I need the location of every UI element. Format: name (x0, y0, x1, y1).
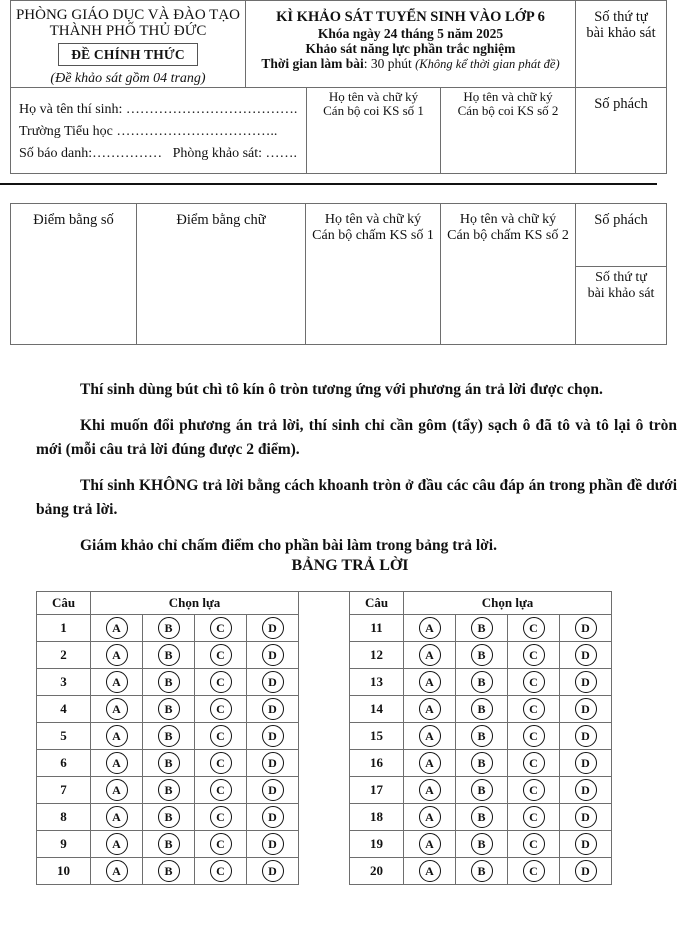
score-words-label: Điểm bằng chữ (176, 212, 266, 228)
serial-label-line2: bài khảo sát (586, 25, 656, 41)
proctor-1-signature-cell[interactable] (306, 87, 441, 174)
answer-bubble-b[interactable]: B (158, 860, 180, 882)
option-cell (560, 723, 612, 750)
grader-1-label-line1: Họ tên và chữ ký (324, 212, 422, 227)
option-cell (404, 777, 456, 804)
option-cell (404, 723, 456, 750)
option-cell (195, 615, 247, 642)
question-number: 13 (350, 669, 404, 696)
answer-bubble-b[interactable]: B (471, 833, 493, 855)
instruction-3: Thí sinh KHÔNG trả lời bằng cách khoanh tròn ở đầu các câu đáp án trong phần đề dưới bảng trả lời. (36, 477, 677, 518)
option-cell (456, 696, 508, 723)
answer-bubble-a[interactable]: A (106, 644, 128, 666)
proctor-2-label-line1: Họ tên và chữ ký (463, 89, 553, 104)
answer-bubble-a[interactable]: A (106, 698, 128, 720)
instruction-1: Thí sinh dùng bút chì tô kín ô tròn tương ứng với phương án trả lời được chọn. (80, 381, 603, 398)
score-serial-label-line1: Số thứ tự (595, 270, 647, 285)
answer-bubble-c[interactable]: C (523, 698, 545, 720)
answer-bubble-b[interactable]: B (158, 617, 180, 639)
option-cell (560, 804, 612, 831)
score-serial-cell[interactable] (575, 266, 667, 345)
question-number: 17 (350, 777, 404, 804)
question-number: 20 (350, 858, 404, 885)
score-phach-label: Số phách (594, 212, 648, 228)
answer-bubble-c[interactable]: C (210, 752, 232, 774)
option-cell (560, 777, 612, 804)
answer-bubble-b[interactable]: B (158, 725, 180, 747)
candidate-name-field[interactable]: Họ và tên thí sinh: ………………………………. (19, 102, 298, 117)
option-cell (143, 642, 195, 669)
question-number: 10 (37, 858, 91, 885)
header-phach-cell[interactable] (575, 87, 667, 174)
exam-duration (246, 56, 575, 72)
question-number: 11 (350, 615, 404, 642)
exam-room-field[interactable]: Phòng khảo sát: ……. (172, 146, 298, 161)
question-number: 15 (350, 723, 404, 750)
answer-bubble-b[interactable]: B (471, 806, 493, 828)
option-cell (247, 669, 299, 696)
org-name-line1: PHÒNG GIÁO DỤC VÀ ĐÀO TẠO (15, 7, 241, 23)
option-cell (560, 858, 612, 885)
option-cell (456, 777, 508, 804)
phach-label: Số phách (594, 96, 648, 112)
answer-bubble-b[interactable]: B (158, 833, 180, 855)
answer-bubble-d[interactable]: D (575, 806, 597, 828)
option-cell (404, 804, 456, 831)
id-room-row (11, 143, 306, 165)
answer-bubble-c[interactable]: C (523, 752, 545, 774)
answer-bubble-d[interactable]: D (575, 860, 597, 882)
question-number: 9 (37, 831, 91, 858)
answer-bubble-c[interactable]: C (210, 644, 232, 666)
option-cell (456, 858, 508, 885)
answer-bubble-a[interactable]: A (106, 725, 128, 747)
answer-table (36, 591, 612, 885)
answer-bubble-b[interactable]: B (471, 860, 493, 882)
question-number: 19 (350, 831, 404, 858)
option-cell (456, 831, 508, 858)
answer-bubble-c[interactable]: C (523, 644, 545, 666)
option-cell (456, 750, 508, 777)
pages-note: (Đề khảo sát gồm 04 trang) (50, 71, 206, 86)
instruction-2: Khi muốn đổi phương án trả lời, thí sinh chỉ cần gôm (tẩy) sạch ô đã tô và tô lại ô tròn mới (mỗi câu trả lời đúng được 2 điểm). (36, 417, 677, 458)
instruction-4: Giám khảo chỉ chấm điểm cho phần bài làm trong bảng trả lời. (80, 537, 497, 554)
answer-bubble-b[interactable]: B (158, 806, 180, 828)
answer-bubble-d[interactable]: D (262, 833, 284, 855)
answer-bubble-d[interactable]: D (262, 644, 284, 666)
question-number: 7 (37, 777, 91, 804)
exam-date: Khóa ngày 24 tháng 5 năm 2025 (317, 26, 504, 41)
question-number: 4 (37, 696, 91, 723)
option-cell (508, 804, 560, 831)
option-cell (247, 696, 299, 723)
answer-bubble-a[interactable]: A (419, 617, 441, 639)
option-cell (195, 858, 247, 885)
option-cell (560, 831, 612, 858)
option-cell (404, 750, 456, 777)
option-cell (508, 831, 560, 858)
proctor-2-label-line2: Cán bộ coi KS số 2 (457, 103, 559, 118)
cut-line-separator (0, 183, 657, 185)
option-cell (91, 723, 143, 750)
option-cell (195, 696, 247, 723)
option-cell (247, 723, 299, 750)
answer-bubble-a[interactable]: A (106, 833, 128, 855)
proctor-2-signature-cell[interactable] (440, 87, 576, 174)
organization-cell (10, 0, 246, 88)
grader-1-signature-cell[interactable] (305, 203, 441, 345)
option-cell (560, 696, 612, 723)
question-number: 8 (37, 804, 91, 831)
answer-bubble-d[interactable]: D (262, 617, 284, 639)
option-cell (91, 642, 143, 669)
answer-bubble-b[interactable]: B (471, 698, 493, 720)
answer-bubble-c[interactable]: C (210, 671, 232, 693)
answer-bubble-a[interactable]: A (419, 806, 441, 828)
question-number: 1 (37, 615, 91, 642)
option-cell (404, 858, 456, 885)
option-cell (91, 615, 143, 642)
option-cell (247, 858, 299, 885)
option-cell (195, 750, 247, 777)
option-cell (456, 669, 508, 696)
grader-2-label-line2: Cán bộ chấm KS số 2 (447, 228, 569, 243)
option-cell (195, 777, 247, 804)
option-cell (91, 777, 143, 804)
gap-column (299, 592, 350, 885)
grader-2-signature-cell[interactable] (440, 203, 576, 345)
score-phach-cell[interactable] (575, 203, 667, 267)
answer-bubble-c[interactable]: C (210, 779, 232, 801)
option-cell (195, 831, 247, 858)
option-cell (143, 831, 195, 858)
answer-bubble-a[interactable]: A (419, 860, 441, 882)
option-cell (404, 696, 456, 723)
question-number: 5 (37, 723, 91, 750)
time-label: Thời gian làm bài (261, 56, 364, 71)
proctor-1-label-line1: Họ tên và chữ ký (328, 89, 419, 104)
answer-bubble-c[interactable]: C (523, 860, 545, 882)
option-cell (560, 750, 612, 777)
question-number: 18 (350, 804, 404, 831)
option-cell (508, 669, 560, 696)
option-cell (508, 723, 560, 750)
option-cell (143, 804, 195, 831)
option-cell (456, 615, 508, 642)
answer-bubble-c[interactable]: C (210, 833, 232, 855)
answer-bubble-a[interactable]: A (419, 671, 441, 693)
answer-bubble-a[interactable]: A (106, 617, 128, 639)
answer-bubble-d[interactable]: D (262, 725, 284, 747)
answer-bubble-b[interactable]: B (471, 671, 493, 693)
option-cell (91, 750, 143, 777)
question-number: 2 (37, 642, 91, 669)
option-cell (508, 750, 560, 777)
option-cell (91, 858, 143, 885)
grader-1-label-line2: Cán bộ chấm KS số 1 (312, 228, 434, 243)
answer-bubble-c[interactable]: C (210, 725, 232, 747)
answer-bubble-b[interactable]: B (158, 644, 180, 666)
answer-bubble-c[interactable]: C (523, 833, 545, 855)
option-cell (143, 696, 195, 723)
official-exam-badge: ĐỀ CHÍNH THỨC (58, 43, 198, 66)
option-cell (247, 750, 299, 777)
option-cell (247, 642, 299, 669)
exam-info-cell (245, 0, 576, 88)
answer-bubble-a[interactable]: A (106, 806, 128, 828)
exam-subject: Khảo sát năng lực phần trắc nghiệm (305, 41, 516, 56)
option-cell (91, 669, 143, 696)
option-cell (143, 777, 195, 804)
option-cell (247, 615, 299, 642)
answer-bubble-c[interactable]: C (523, 779, 545, 801)
answer-bubble-d[interactable]: D (262, 671, 284, 693)
answer-bubble-d[interactable]: D (575, 698, 597, 720)
answer-bubble-a[interactable]: A (106, 752, 128, 774)
answer-bubble-d[interactable]: D (262, 698, 284, 720)
time-note: (Không kể thời gian phát đề) (415, 57, 560, 71)
answer-bubble-c[interactable]: C (210, 806, 232, 828)
proctor-1-label-line2: Cán bộ coi KS số 1 (323, 103, 424, 118)
answer-bubble-d[interactable]: D (262, 752, 284, 774)
answer-bubble-b[interactable]: B (471, 752, 493, 774)
answer-bubble-a[interactable]: A (106, 860, 128, 882)
answer-bubble-d[interactable]: D (575, 644, 597, 666)
col-choices-left: Chọn lựa (91, 592, 299, 615)
school-field[interactable]: Trường Tiểu học …………………………….. (19, 124, 278, 139)
option-cell (508, 696, 560, 723)
answer-bubble-c[interactable]: C (523, 725, 545, 747)
option-cell (404, 831, 456, 858)
score-serial-label-line2: bài khảo sát (587, 286, 655, 301)
option-cell (91, 831, 143, 858)
option-cell (91, 696, 143, 723)
answer-bubble-a[interactable]: A (419, 725, 441, 747)
question-number: 12 (350, 642, 404, 669)
answer-bubble-d[interactable]: D (575, 833, 597, 855)
option-cell (508, 777, 560, 804)
instructions (36, 378, 677, 570)
answer-bubble-c[interactable]: C (210, 698, 232, 720)
option-cell (404, 615, 456, 642)
answer-bubble-b[interactable]: B (471, 644, 493, 666)
question-number: 6 (37, 750, 91, 777)
question-number: 14 (350, 696, 404, 723)
answer-bubble-a[interactable]: A (419, 752, 441, 774)
option-cell (456, 723, 508, 750)
answer-bubble-d[interactable]: D (575, 725, 597, 747)
score-number-label: Điểm bằng số (33, 212, 114, 228)
option-cell (143, 615, 195, 642)
survey-serial-cell[interactable] (575, 0, 667, 88)
answer-bubble-b[interactable]: B (158, 671, 180, 693)
option-cell (195, 804, 247, 831)
option-cell (508, 642, 560, 669)
option-cell (195, 669, 247, 696)
serial-label-line1: Số thứ tự (594, 9, 648, 25)
score-number-cell[interactable] (10, 203, 137, 345)
option-cell (560, 615, 612, 642)
option-cell (508, 858, 560, 885)
option-cell (560, 669, 612, 696)
option-cell (247, 777, 299, 804)
option-cell (143, 723, 195, 750)
answer-sheet-title: BẢNG TRẢ LỜI (291, 557, 409, 574)
answer-table-header (37, 592, 612, 615)
option-cell (404, 642, 456, 669)
answer-bubble-a[interactable]: A (419, 698, 441, 720)
exam-title: KÌ KHẢO SÁT TUYỂN SINH VÀO LỚP 6 (276, 9, 545, 25)
option-cell (560, 642, 612, 669)
answer-bubble-d[interactable]: D (575, 779, 597, 801)
question-number: 16 (350, 750, 404, 777)
answer-bubble-c[interactable]: C (523, 806, 545, 828)
option-cell (456, 642, 508, 669)
answer-bubble-d[interactable]: D (575, 752, 597, 774)
answer-bubble-b[interactable]: B (158, 779, 180, 801)
option-cell (247, 804, 299, 831)
answer-bubble-b[interactable]: B (158, 752, 180, 774)
option-cell (195, 642, 247, 669)
org-name-line2: THÀNH PHỐ THỦ ĐỨC (49, 23, 207, 39)
option-cell (456, 804, 508, 831)
answer-bubble-b[interactable]: B (471, 617, 493, 639)
grader-2-label-line1: Họ tên và chữ ký (459, 212, 557, 227)
answer-bubble-c[interactable]: C (523, 671, 545, 693)
candidate-info-cell (10, 87, 307, 174)
answer-bubble-d[interactable]: D (262, 860, 284, 882)
option-cell (143, 858, 195, 885)
col-question-left: Câu (37, 592, 91, 615)
option-cell (508, 615, 560, 642)
time-value: : 30 phút (363, 56, 416, 71)
candidate-number-field[interactable]: Số báo danh:…………… (19, 146, 163, 161)
col-question-right: Câu (350, 592, 404, 615)
answer-bubble-c[interactable]: C (210, 860, 232, 882)
answer-bubble-d[interactable]: D (575, 617, 597, 639)
option-cell (91, 804, 143, 831)
answer-bubble-a[interactable]: A (106, 779, 128, 801)
answer-bubble-a[interactable]: A (419, 833, 441, 855)
answer-bubble-d[interactable]: D (575, 671, 597, 693)
answer-bubble-b[interactable]: B (158, 698, 180, 720)
answer-bubble-a[interactable]: A (106, 671, 128, 693)
answer-bubble-b[interactable]: B (471, 779, 493, 801)
option-cell (143, 669, 195, 696)
option-cell (247, 831, 299, 858)
answer-bubble-a[interactable]: A (419, 779, 441, 801)
option-cell (404, 669, 456, 696)
option-cell (195, 723, 247, 750)
answer-grid (36, 591, 612, 885)
col-choices-right: Chọn lựa (404, 592, 612, 615)
answer-bubble-a[interactable]: A (419, 644, 441, 666)
answer-bubble-d[interactable]: D (262, 779, 284, 801)
option-cell (143, 750, 195, 777)
answer-bubble-b[interactable]: B (471, 725, 493, 747)
answer-bubble-d[interactable]: D (262, 806, 284, 828)
answer-bubble-c[interactable]: C (523, 617, 545, 639)
answer-bubble-c[interactable]: C (210, 617, 232, 639)
question-number: 3 (37, 669, 91, 696)
score-words-cell[interactable] (136, 203, 306, 345)
